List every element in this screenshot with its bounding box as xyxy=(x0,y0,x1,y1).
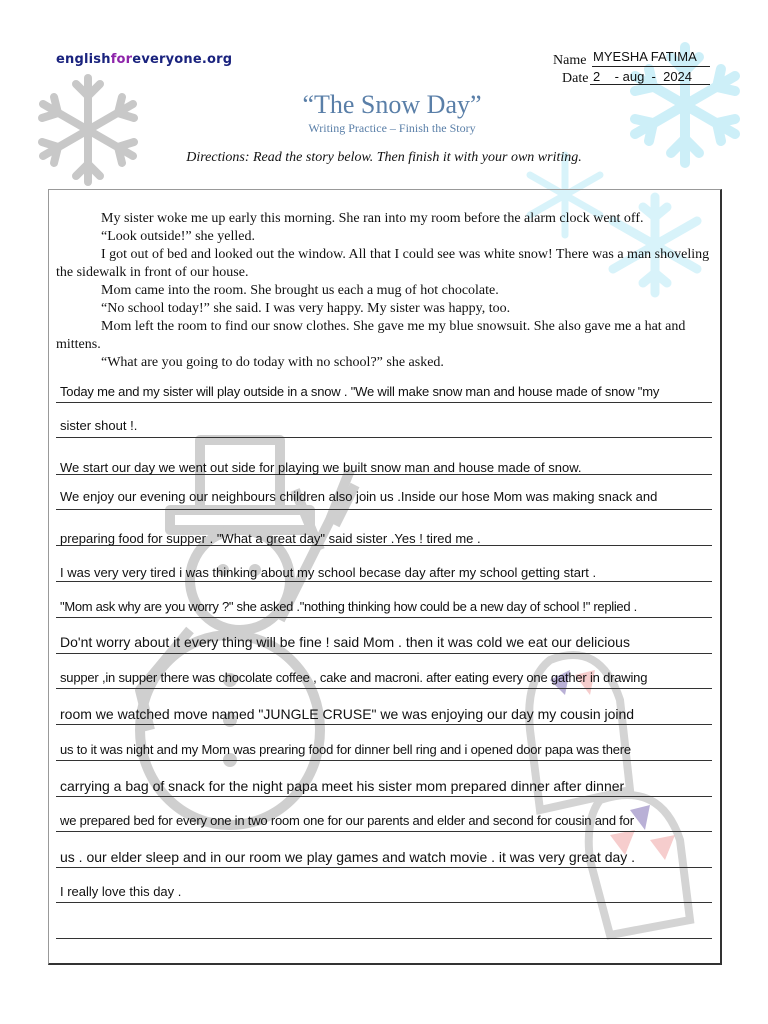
writing-line xyxy=(56,867,712,868)
handwriting-line: us . our elder sleep and in our room we play games and watch movie . it was very great day . xyxy=(60,849,636,865)
story-paragraph: I got out of bed and looked out the window. All that I could see was white snow! There was a man shoveling the sidewalk in front of our house. xyxy=(56,247,710,280)
handwriting-line: Do'nt worry about it every thing will be fine ! said Mom . then it was cold we eat our delicious xyxy=(60,634,630,650)
handwriting-line: preparing food for supper . "What a great day" said sister .Yes ! tired me . xyxy=(60,531,481,546)
story-paragraph: Mom left the room to find our snow clothes. She gave me my blue snowsuit. She also gave me a hat and mittens. xyxy=(56,319,686,352)
handwriting-line: I was very very tired i was thinking about my school becase day after my school getting start . xyxy=(60,565,597,580)
story-paragraph: Mom came into the room. She brought us each a mug of hot chocolate. xyxy=(101,283,499,298)
date-label: Date xyxy=(562,71,589,86)
writing-line xyxy=(56,437,712,438)
story-paragraph: “No school today!” she said. I was very happy. My sister was happy, too. xyxy=(101,301,511,316)
site-logo: englishforeveryone.org xyxy=(56,52,233,67)
writing-line xyxy=(56,617,712,618)
handwriting-line: sister shout !. xyxy=(60,418,138,433)
handwriting-line: we prepared bed for every one in two room one for our parents and elder and second for cousin and for xyxy=(60,813,634,828)
page-subtitle: Writing Practice – Finish the Story xyxy=(308,121,476,135)
handwriting-line: room we watched move named "JUNGLE CRUSE" we was enjoying our day my cousin joind xyxy=(60,706,635,722)
story-text xyxy=(56,210,716,372)
story-paragraph: My sister woke me up early this morning. She ran into my room before the alarm clock went off. xyxy=(101,211,644,226)
writing-line xyxy=(56,760,712,761)
story-paragraph: “What are you going to do today with no school?” she asked. xyxy=(101,355,444,370)
writing-line xyxy=(56,653,712,654)
handwriting-line: We start our day we went out side for playing we built snow man and house made of snow. xyxy=(60,460,582,475)
writing-line xyxy=(56,796,712,797)
story-paragraph: “Look outside!” she yelled. xyxy=(101,229,255,244)
name-label: Name xyxy=(553,53,587,68)
writing-line xyxy=(56,688,712,689)
handwriting-line: I really love this day . xyxy=(60,884,182,899)
writing-line xyxy=(56,902,712,903)
writing-line xyxy=(56,938,712,939)
handwriting-line: "Mom ask why are you worry ?" she asked ."nothing thinking how could be a new day of school !" replied . xyxy=(60,599,637,614)
date-value: 2 - aug - 2024 xyxy=(593,69,693,84)
writing-line xyxy=(56,509,712,510)
handwriting-line: supper ,in supper there was chocolate coffee , cake and macroni. after eating every one gather in drawing xyxy=(60,670,648,685)
date-field[interactable] xyxy=(590,84,710,85)
name-value: MYESHA FATIMA xyxy=(593,49,697,64)
handwriting-line: carrying a bag of snack for the night papa meet his sister mom prepared dinner after dinner xyxy=(60,778,625,794)
page-title: “The Snow Day” xyxy=(302,90,482,119)
directions: Directions: Read the story below. Then finish it with your own writing. xyxy=(186,150,582,165)
writing-line xyxy=(56,402,712,403)
writing-line xyxy=(56,581,712,582)
handwriting-line: us to it was night and my Mom was prearing food for dinner bell ring and i opened door papa was there xyxy=(60,742,631,757)
handwriting-line: Today me and my sister will play outside in a snow . "We will make snow man and house made of snow "my xyxy=(60,384,660,399)
handwriting-line: We enjoy our evening our neighbours children also join us .Inside our hose Mom was making snack and xyxy=(60,489,658,504)
name-field[interactable] xyxy=(592,66,710,67)
writing-line xyxy=(56,831,712,832)
writing-line xyxy=(56,724,712,725)
